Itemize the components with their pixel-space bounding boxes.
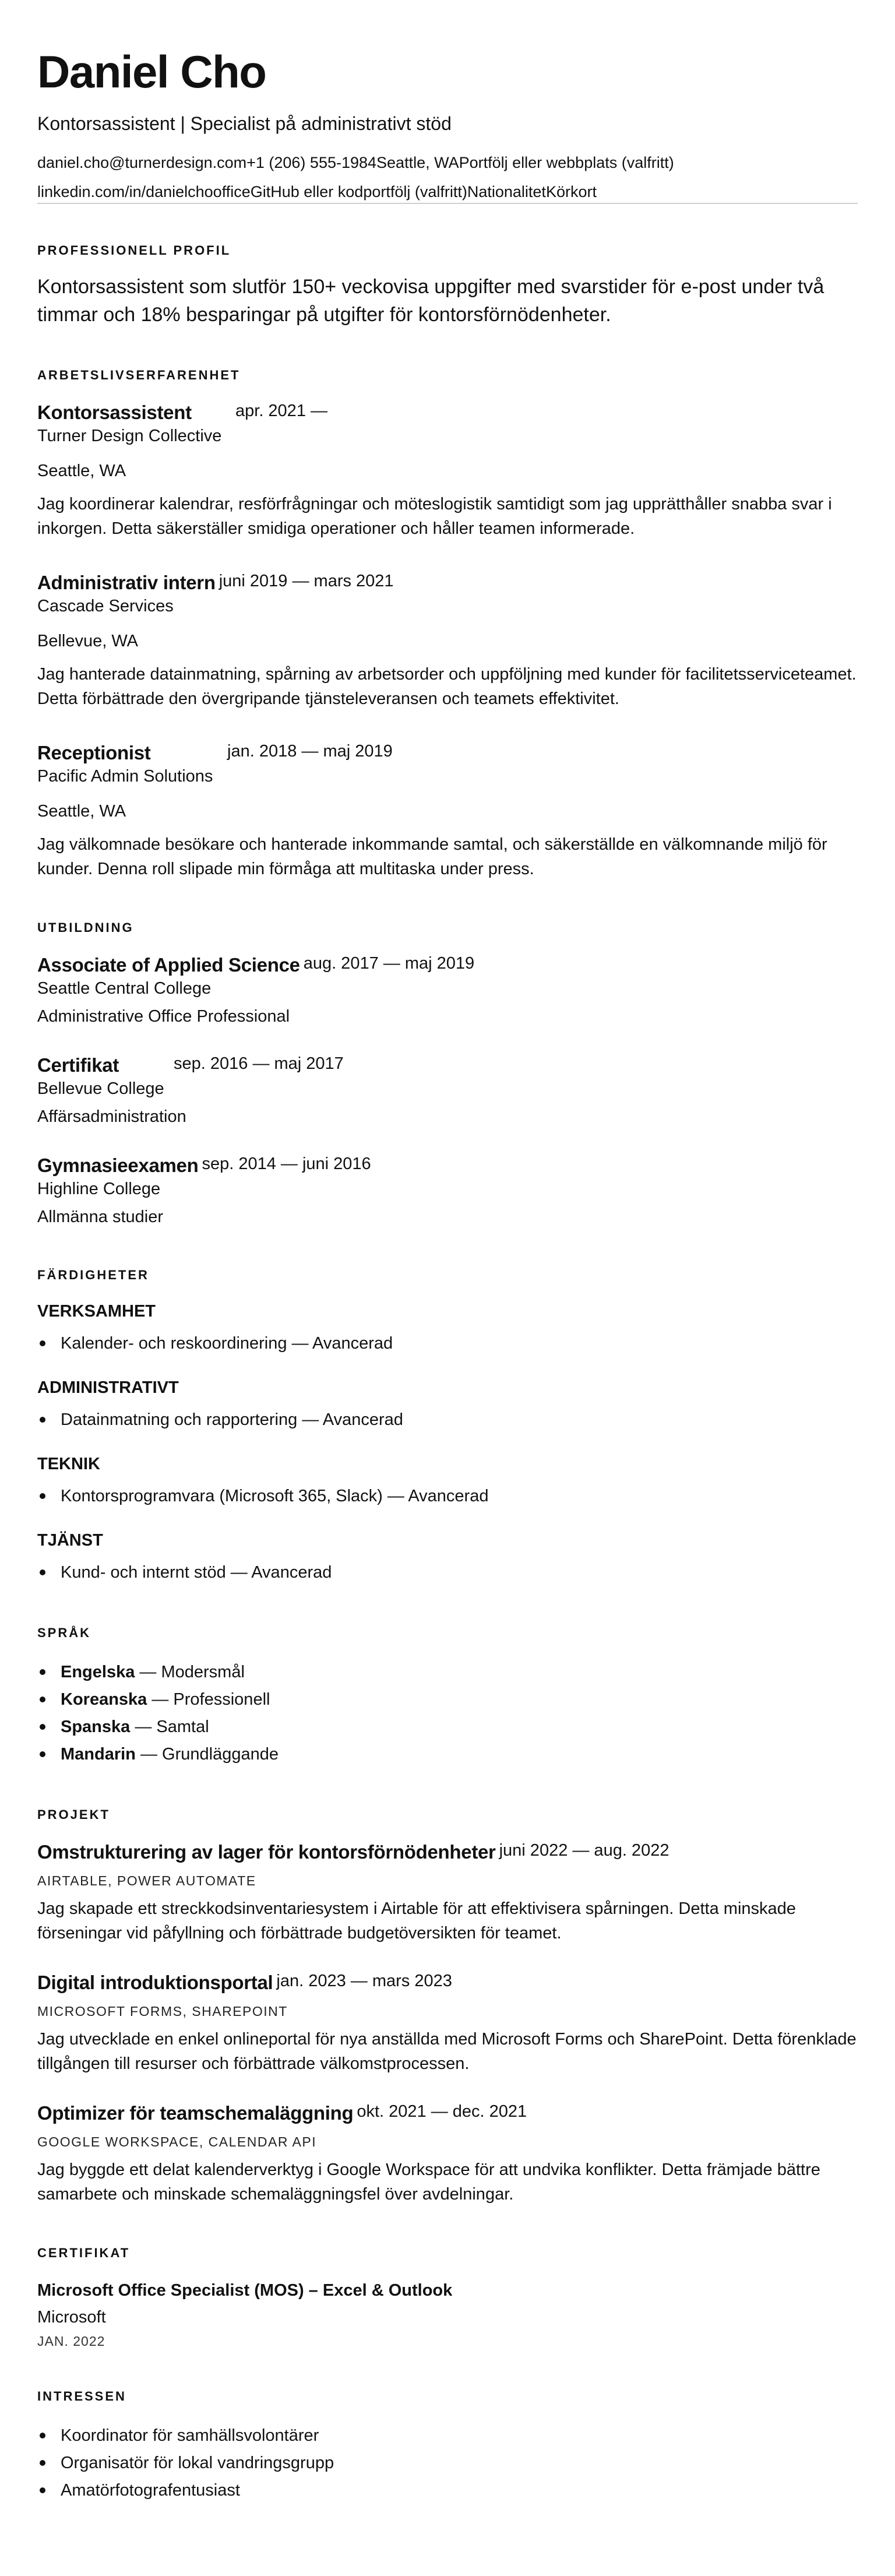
- education-field: Affärsadministration: [37, 1107, 186, 1126]
- education-school: Highline College: [37, 1180, 161, 1198]
- section-heading: ARBETSLIVSERFARENHET: [37, 368, 241, 382]
- language-level: — Professionell: [147, 1690, 270, 1709]
- profile-summary: Kontorsassistent som slutför 150+ veckovisa uppgifter med svarstider för e-post under två timmar och 18% besparingar på utgifter för kontorsförnödenheter.: [37, 276, 824, 326]
- certification-date: JAN. 2022: [37, 2334, 105, 2349]
- contact-drivers-license: Körkort: [545, 183, 597, 200]
- job-location: Seattle, WA: [37, 802, 126, 821]
- job-description: Jag koordinerar kalendrar, resförfrågningar och möteslogistik samtidigt som jag upprätthåller snabba svar i inkorgen. Detta säkerställer smidiga operationer och håller teamen informerade.: [37, 495, 832, 538]
- language-level: — Grundläggande: [135, 1745, 279, 1764]
- contact-portfolio[interactable]: Portfölj eller webbplats (valfritt): [459, 154, 674, 171]
- job-date: apr. 2021 —: [235, 402, 327, 420]
- bullet-icon: [40, 1493, 45, 1499]
- project-entry: [37, 2102, 858, 2207]
- project-header: [37, 1971, 858, 1994]
- project-tech: GOOGLE WORKSPACE, CALENDAR API: [37, 2134, 317, 2149]
- interest-item: [37, 2450, 858, 2477]
- education-entry: [37, 1054, 858, 1128]
- education-field: Administrative Office Professional: [37, 1007, 290, 1026]
- project-tech: MICROSOFT FORMS, SHAREPOINT: [37, 2004, 288, 2019]
- bullet-icon: [40, 1669, 45, 1675]
- language-item: [37, 1713, 858, 1741]
- skills-section: [37, 1267, 858, 1586]
- skill-list: [37, 1483, 858, 1510]
- job-header: [37, 571, 858, 594]
- project-date: jan. 2023 — mars 2023: [276, 1972, 452, 1990]
- education-entry: [37, 953, 858, 1028]
- language-level: — Modersmål: [135, 1663, 245, 1681]
- job-header: [37, 741, 858, 765]
- job-description: Jag hanterade datainmatning, spårning av arbetsorder och uppföljning med kunder för facilitetsserviceteamet. Detta förbättrade den övergripande tjänsteleveransen och teamets effektivitet.: [37, 665, 857, 708]
- resume-header: [37, 46, 858, 204]
- skill-category: VERKSAMHET: [37, 1302, 156, 1321]
- candidate-name: Daniel Cho: [37, 46, 266, 97]
- skill-list: [37, 1330, 858, 1357]
- skill-category: TJÄNST: [37, 1531, 103, 1550]
- contact-linkedin[interactable]: linkedin.com/in/danielchooffice: [37, 183, 251, 200]
- skill-item: [37, 1483, 858, 1510]
- education-degree: Certifikat: [37, 1054, 119, 1076]
- language-item: [37, 1686, 858, 1713]
- job-role: Kontorsassistent: [37, 402, 192, 423]
- bullet-icon: [40, 1417, 45, 1423]
- language-name: Spanska: [61, 1718, 131, 1736]
- education-date: sep. 2014 — juni 2016: [202, 1155, 371, 1173]
- job-role: Administrativ intern: [37, 572, 216, 593]
- job-location: Bellevue, WA: [37, 632, 138, 650]
- skill-text: Datainmatning och rapportering — Avancerad: [61, 1410, 403, 1429]
- job-company: Turner Design Collective: [37, 427, 222, 445]
- project-tech: AIRTABLE, POWER AUTOMATE: [37, 1873, 256, 1888]
- language-level: — Samtal: [130, 1718, 209, 1736]
- language-list: [37, 1659, 858, 1768]
- skill-category: TEKNIK: [37, 1455, 100, 1473]
- bullet-icon: [40, 1724, 45, 1730]
- skill-text: Kalender- och reskoordinering — Avancerad: [61, 1334, 393, 1353]
- section-heading: PROJEKT: [37, 1807, 110, 1822]
- interest-list: [37, 2422, 858, 2504]
- job-company: Pacific Admin Solutions: [37, 767, 213, 786]
- bullet-icon: [40, 1340, 45, 1346]
- project-date: okt. 2021 — dec. 2021: [357, 2102, 527, 2121]
- project-name: Digital introduktionsportal: [37, 1972, 273, 1993]
- education-header: [37, 1154, 858, 1177]
- contact-nationality: Nationalitet: [467, 183, 546, 200]
- projects-section: [37, 1807, 858, 2207]
- interest-item: [37, 2477, 858, 2504]
- skill-group: [37, 1454, 858, 1510]
- section-heading: PROFESSIONELL PROFIL: [37, 243, 231, 258]
- job-date: juni 2019 — mars 2021: [219, 572, 394, 590]
- language-item: [37, 1659, 858, 1686]
- certification-issuer: Microsoft: [37, 2308, 106, 2327]
- project-name: Optimizer för teamschemaläggning: [37, 2102, 354, 2124]
- job-role: Receptionist: [37, 742, 151, 763]
- language-item: [37, 1741, 858, 1768]
- project-description: Jag utvecklade en enkel onlineportal för nya anställda med Microsoft Forms och SharePoint. Detta förenklade tillgången till resurser och förbättrade välkomstprocessen.: [37, 2030, 857, 2073]
- certification-entry: [37, 2279, 858, 2350]
- section-heading: INTRESSEN: [37, 2389, 126, 2403]
- project-date: juni 2022 — aug. 2022: [499, 1841, 670, 1860]
- skill-list: [37, 1406, 858, 1434]
- certifications-section: [37, 2245, 858, 2350]
- language-name: Koreanska: [61, 1690, 147, 1709]
- skill-list: [37, 1559, 858, 1586]
- experience-section: [37, 367, 858, 881]
- bullet-icon: [40, 2433, 45, 2438]
- education-degree: Associate of Applied Science: [37, 954, 300, 976]
- job-location: Seattle, WA: [37, 462, 126, 480]
- certification-name: Microsoft Office Specialist (MOS) – Excel & Outlook: [37, 2281, 453, 2300]
- bullet-icon: [40, 1697, 45, 1702]
- interests-section: [37, 2388, 858, 2504]
- section-heading: CERTIFIKAT: [37, 2246, 131, 2260]
- skill-text: Kund- och internt stöd — Avancerad: [61, 1563, 332, 1582]
- job-entry: [37, 401, 858, 541]
- interest-text: Amatörfotografentusiast: [61, 2481, 240, 2500]
- section-heading: SPRÅK: [37, 1625, 91, 1640]
- education-header: [37, 953, 858, 977]
- skill-item: [37, 1406, 858, 1434]
- project-name: Omstrukturering av lager för kontorsförnödenheter: [37, 1841, 496, 1863]
- education-date: sep. 2016 — maj 2017: [174, 1054, 344, 1073]
- education-degree: Gymnasieexamen: [37, 1155, 199, 1176]
- education-date: aug. 2017 — maj 2019: [303, 954, 475, 973]
- project-header: [37, 1840, 858, 1864]
- skill-group: [37, 1301, 858, 1357]
- job-company: Cascade Services: [37, 597, 174, 615]
- bullet-icon: [40, 2460, 45, 2466]
- contact-row-1: [37, 153, 858, 173]
- languages-section: [37, 1625, 858, 1768]
- project-header: [37, 2102, 858, 2125]
- profile-section: [37, 242, 858, 329]
- interest-text: Organisatör för lokal vandringsgrupp: [61, 2454, 334, 2472]
- education-section: [37, 920, 858, 1229]
- skill-group: [37, 1530, 858, 1586]
- project-entry: [37, 1971, 858, 2076]
- job-date: jan. 2018 — maj 2019: [227, 742, 393, 761]
- section-heading: FÄRDIGHETER: [37, 1268, 149, 1282]
- education-school: Seattle Central College: [37, 979, 212, 998]
- interest-item: [37, 2422, 858, 2450]
- contact-row-2: [37, 182, 858, 204]
- contact-email[interactable]: daniel.cho@turnerdesign.com: [37, 154, 247, 171]
- skill-item: [37, 1330, 858, 1357]
- job-entry: [37, 741, 858, 881]
- skill-item: [37, 1559, 858, 1586]
- job-description: Jag välkomnade besökare och hanterade inkommande samtal, och säkerställde en välkomnande miljö för kunder. Denna roll slipade min förmåga att multitaska under press.: [37, 835, 827, 878]
- interest-text: Koordinator för samhällsvolontärer: [61, 2426, 319, 2445]
- language-name: Engelska: [61, 1663, 135, 1681]
- job-header: [37, 401, 858, 424]
- skill-text: Kontorsprogramvara (Microsoft 365, Slack) — Avancerad: [61, 1487, 489, 1505]
- education-entry: [37, 1154, 858, 1229]
- education-school: Bellevue College: [37, 1079, 164, 1098]
- skill-group: [37, 1377, 858, 1434]
- section-heading: UTBILDNING: [37, 920, 134, 935]
- project-description: Jag skapade ett streckkodsinventariesystem i Airtable för att effektivisera spårningen. Detta minskade förseningar vid påfyllning och förbättrade budgetöversikten för teamet.: [37, 1899, 796, 1942]
- language-name: Mandarin: [61, 1745, 136, 1764]
- education-header: [37, 1054, 858, 1077]
- skill-category: ADMINISTRATIVT: [37, 1378, 179, 1397]
- candidate-title: Kontorsassistent | Specialist på administrativt stöd: [37, 113, 452, 134]
- bullet-icon: [40, 1569, 45, 1575]
- contact-location: Seattle, WA: [376, 154, 459, 171]
- bullet-icon: [40, 1751, 45, 1757]
- project-description: Jag byggde ett delat kalenderverktyg i Google Workspace för att undvika konflikter. Detta främjade bättre samarbete och minskade schemaläggningsfel över avdelningar.: [37, 2160, 820, 2204]
- bullet-icon: [40, 2487, 45, 2493]
- contact-github[interactable]: GitHub eller kodportfölj (valfritt): [250, 183, 467, 200]
- project-entry: [37, 1840, 858, 1945]
- job-entry: [37, 571, 858, 711]
- contact-phone[interactable]: +1 (206) 555-1984: [246, 154, 377, 171]
- education-field: Allmänna studier: [37, 1208, 163, 1226]
